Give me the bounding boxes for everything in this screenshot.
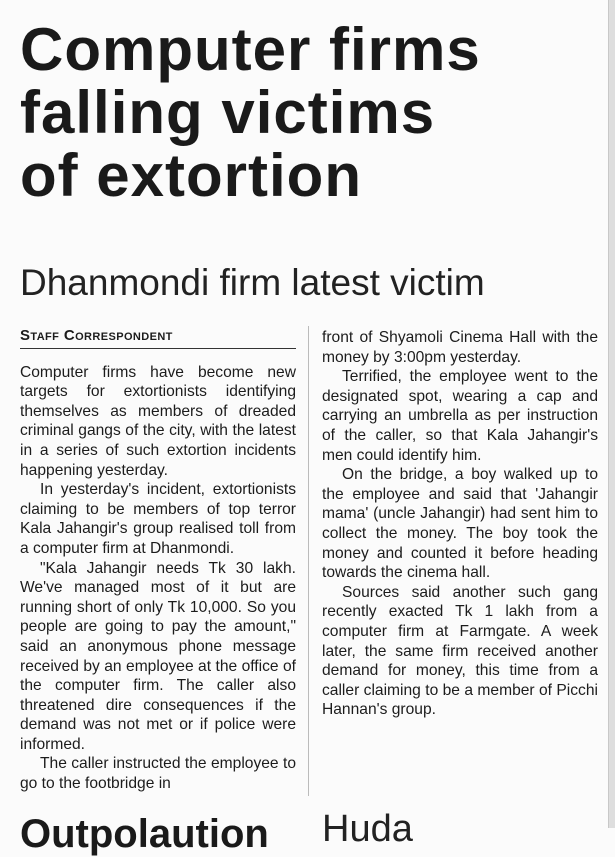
byline <box>20 326 296 349</box>
paragraph: Terrified, the employee went to the designated spot, wearing a cap and carrying an umbrella as per instruction of the caller, so that Kala Jahangir's men could identify him. <box>322 368 598 464</box>
paragraph: Sources said another such gang recently exacted Tk 1 lakh from a computer firm at Farmgate. A week later, the same firm received another demand for money, this time from a caller claiming to be a member of Picchi Hannan's group. <box>322 583 598 719</box>
paragraph: front of Shyamoli Cinema Hall with the money by 3:00pm yesterday. <box>322 329 598 366</box>
article-column-right <box>322 328 598 720</box>
article-column-left <box>20 326 296 794</box>
paragraph: In yesterday's incident, extortionists claiming to be members of top terror Kala Jahangir's group realised toll from a computer firm at Dhanmondi. <box>20 481 296 557</box>
paragraph: The caller instructed the employee to go to the footbridge in <box>20 755 296 793</box>
paragraph: On the bridge, a boy walked up to the employee and said that 'Jahangir mama' (uncle Jahangir) had sent him to collect the money. The boy took the money and counted it before heading towards the cinema hall. <box>322 466 598 582</box>
headline <box>20 18 610 207</box>
byline-text: Staff Correspondent <box>20 327 173 344</box>
paragraph: "Kala Jahangir needs Tk 30 lakh. We've managed most of it but are running short of only Tk 10,000. So you people are going to pay the amount," said an anonymous phone message received by an employee at the office of the computer firm. The caller also threatened dire consequences if the demand was not met or if police were informed. <box>20 559 296 753</box>
headline-line-2: falling victims <box>20 79 436 146</box>
next-headline-cutoff-right: Huda <box>322 808 413 850</box>
headline-line-1: Computer firms <box>20 16 481 83</box>
paragraph: Computer firms have become new targets for extortionists identifying themselves as members of dreaded criminal gangs of the city, with the latest in a series of such extortion incidents happening yesterday. <box>20 363 296 479</box>
subheadline: Dhanmondi firm latest victim <box>20 262 485 303</box>
headline-line-3: of extortion <box>20 142 362 209</box>
next-headline-cutoff: Outpolaution <box>20 812 269 856</box>
column-divider <box>308 326 309 796</box>
